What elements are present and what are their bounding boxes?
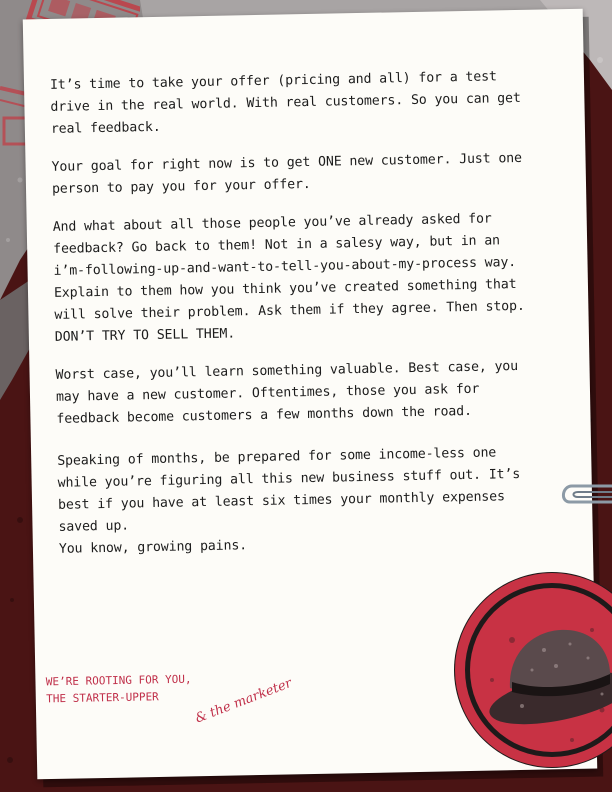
letter-paragraph: Speaking of months, be prepared for some income-less one while you’re figuring all this new business stuff out. It’s best if you have at least six times your monthly expenses saved up. (57, 445, 521, 535)
signoff-line: THE STARTER-UPPER (46, 690, 159, 706)
fedora-hat-icon (452, 570, 612, 770)
paper-clip-icon (556, 478, 612, 514)
letter-paragraph: You know, growing pains. (58, 538, 248, 557)
letter-paragraph: And what about all those people you’ve already asked for feedback? Go back to them! Not in a salesy way, but in an i’m-following-up-and-want-to-tell-you-about-my-process way. Explain to them how you think you’ve created something that will solve their problem. Ask them if they agree. Then stop. DON’T TRY TO SELL THEM. (52, 211, 525, 345)
handwritten-note: & the marketer (193, 675, 295, 727)
letter-paragraph: Worst case, you’ll learn something valuable. Best case, you may have a new customer. Oftentimes, those you ask for feedback become customers a few months down the road. (55, 359, 519, 427)
letter-body (50, 66, 540, 577)
signoff-line: WE’RE ROOTING FOR YOU, (45, 672, 192, 689)
signoff (46, 671, 192, 708)
letter-paragraph: Your goal for right now is to get ONE new customer. Just one person to pay you for your offer. (51, 150, 523, 197)
letter-paragraph: It’s time to take your offer (pricing and all) for a test drive in the real world. With real customers. So you can get real feedback. (49, 69, 521, 137)
